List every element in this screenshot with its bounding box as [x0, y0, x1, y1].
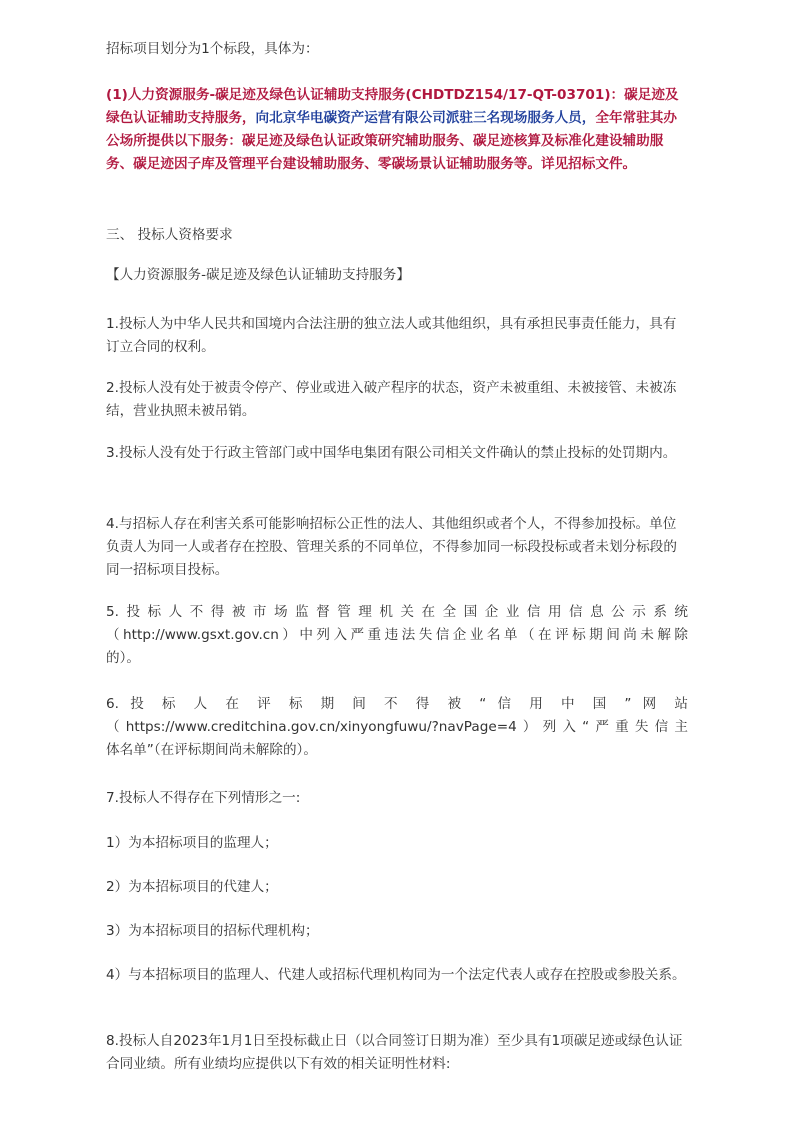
lot-description — [106, 84, 688, 176]
lot-description-red-2: 全年常驻其办公场所提供以下服务：碳足迹及绿色认证政策研究辅助服务、碳足迹核算及标准化建设辅助服务、碳足迹因子库及管理平台建设辅助服务、零碳场景认证辅助服务等。详见招标文件。 — [106, 110, 677, 172]
requirement-5-line-3: 的）。 — [106, 650, 140, 666]
requirement-7-sub-4: 4）与本招标项目的监理人、代建人或招标代理机构同为一个法定代表人或存在控股或参股关系。 — [106, 967, 686, 983]
requirement-7-sub-1: 1）为本招标项目的监理人； — [106, 835, 278, 851]
requirement-5 — [106, 601, 688, 670]
requirement-1: 1.投标人为中华人民共和国境内合法注册的独立法人或其他组织，具有承担民事责任能力，具有订立合同的权利。 — [106, 316, 677, 355]
requirement-6 — [106, 693, 688, 762]
requirement-4: 4.与招标人存在利害关系可能影响招标公正性的法人、其他组织或者个人，不得参加投标。单位负责人为同一人或者存在控股、管理关系的不同单位，不得参加同一标段投标或者未划分标段的同一招标项目投标。 — [106, 516, 677, 578]
requirement-7: 7.投标人不得存在下列情形之一: — [106, 790, 301, 806]
requirement-6-line-2: （https://www.creditchina.gov.cn/xinyongfuwu/?navPage=4）列入“严重失信主 — [106, 719, 688, 735]
requirement-5-line-1: 5.投标人不得被市场监督管理机关在全国企业信用信息公示系统 — [106, 604, 688, 620]
intro-text: 招标项目划分为1个标段，具体为： — [106, 41, 319, 57]
requirement-6-line-3: 体名单”（在评标期间尚未解除的）。 — [106, 742, 317, 758]
requirement-7-sub-3: 3）为本招标项目的招标代理机构； — [106, 923, 319, 939]
requirement-5-line-2: （http://www.gsxt.gov.cn）中列入严重违法失信企业名单（在评标期间尚未解除 — [106, 627, 688, 643]
lot-description-red-1: (1)人力资源服务-碳足迹及绿色认证辅助支持服务(CHDTDZ154/17-QT-03701)：碳足迹及绿色认证辅助支持服务， — [106, 87, 679, 126]
requirement-8: 8.投标人自2023年1月1日至投标截止日（以合同签订日期为准）至少具有1项碳足迹或绿色认证合同业绩。所有业绩均应提供以下有效的相关证明性材料: — [106, 1033, 683, 1072]
requirement-3: 3.投标人没有处于行政主管部门或中国华电集团有限公司相关文件确认的禁止投标的处罚期内。 — [106, 445, 677, 461]
service-subheading: 【人力资源服务-碳足迹及绿色认证辅助支持服务】 — [106, 267, 410, 283]
lot-description-blue: 向北京华电碳资产运营有限公司派驻三名现场服务人员， — [255, 110, 596, 126]
section-heading-qualifications: 三、 投标人资格要求 — [106, 227, 233, 243]
requirement-2: 2.投标人没有处于被责令停产、停业或进入破产程序的状态，资产未被重组、未被接管、未被冻结，营业执照未被吊销。 — [106, 380, 677, 419]
requirement-7-sub-2: 2）为本招标项目的代建人； — [106, 879, 278, 895]
requirement-6-line-1: 6. 投 标 人 在 评 标 期 间 不 得 被 “ 信 用 中 国 ” 网 站 — [106, 696, 688, 712]
